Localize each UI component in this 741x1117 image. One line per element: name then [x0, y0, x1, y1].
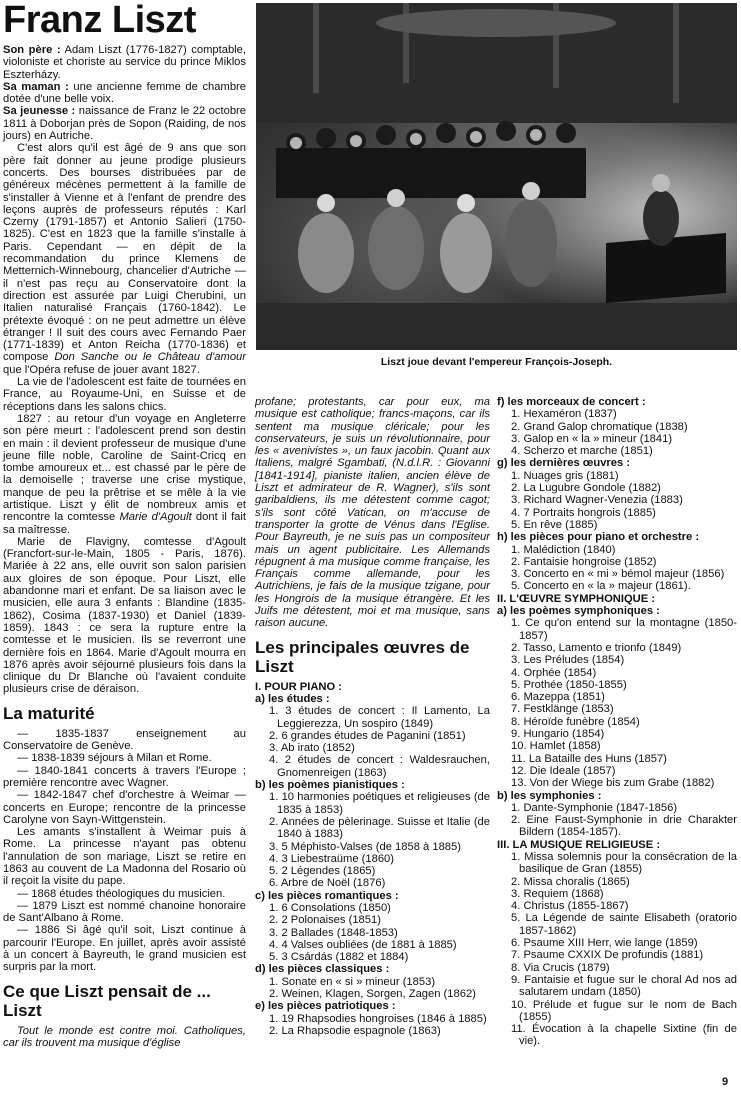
list-item: 2. La Rhapsodie espagnole (1863) — [269, 1024, 441, 1037]
dernieres-list — [497, 470, 737, 531]
mother-text: une ancienne femme de chambre dotée d'une belle voix. — [3, 80, 246, 106]
list-item: 6. Mazeppa (1851) — [511, 691, 605, 704]
photo-illustration — [256, 3, 737, 350]
bio-paragraph-4: Marie de Flavigny, comtesse d'Agoult (Francfort-sur-le-Main, 1805 - Paris, 1876). Mariée à 22 ans, elle ouvrit son salon parisien aux gloires de son époque. Pour Liszt, elle abandonne mari et enfant. De sa liaison avec le musicien, elle aura 3 enfants : Blandine (1835-1862), Cosima (1837-1930) et Daniel (1839-1859). 1843 : ce sera la rupture entre la comtesse et le musicien. Ils se reverront une dernière fois en 1864. Marie d'Agoult mourra en 1876 après avoir séjourné plusieurs fois dans la clinique du Dr Blanche où l'avaient conduite plusieurs crise de déraison. — [3, 535, 246, 696]
works-column-2 — [497, 396, 737, 1048]
maturity-item: Les amants s'installent à Weimar puis à Rome. La princesse n'ayant pas obtenu l'annulation de son mariage, Liszt se retire en 1863 au couvent de La Madonna del Rosario où il reçoit la visite du pape. — [3, 826, 246, 888]
list-item: 6. Arbre de Noël (1876) — [269, 877, 386, 890]
list-item: 2. Eine Faust-Symphonie in drie Charakter Bildern (1854-1857). — [511, 814, 737, 839]
piano-orchestra-heading: h) les pièces pour piano et orchestre : — [497, 531, 700, 544]
list-item: 5. 2 Légendes (1865) — [269, 865, 376, 878]
list-item: 10. Prélude et fugue sur le nom de Bach (1855) — [511, 998, 737, 1023]
list-item: 8. Via Crucis (1879) — [511, 961, 610, 974]
concert-heading: f) les morceaux de concert : — [497, 396, 646, 408]
biography-column — [3, 0, 246, 1049]
list-item: 3. Concerto en « mi » bémol majeur (1856) — [511, 568, 725, 581]
youth-label: Sa jeunesse : — [3, 105, 76, 118]
list-item: 6. Psaume XIII Herr, wie lange (1859) — [511, 937, 698, 950]
list-item: 2. 6 grandes études de Paganini (1851) — [269, 729, 466, 742]
classiques-list — [255, 976, 490, 1001]
father-label: Son père : — [3, 44, 61, 56]
maturity-item: — 1886 Si âgé qu'il soit, Liszt continue à parcourir l'Europe. En juillet, après avoir assisté à un concert à Bayreuth, le grand musicien est surpris par la mort. — [3, 924, 246, 974]
list-item: 9. Fantaisie et fugue sur le choral Ad nos ad salutarem undam (1850) — [511, 973, 737, 999]
list-item: 1. Missa solemnis pour la consécration de la basilique de Gran (1855) — [511, 850, 737, 876]
religious-heading: III. LA MUSIQUE RELIGIEUSE : — [497, 838, 661, 851]
list-item: 2. Fantaisie hongroise (1852) — [511, 555, 657, 568]
list-item: 1. Ce qu'on entend sur la montagne (1850-1857) — [511, 617, 737, 642]
maturity-item: — 1835-1837 enseignement au Conservatoire de Genève. — [3, 727, 246, 753]
list-item: 1. Nuages gris (1881) — [511, 469, 619, 482]
piano-heading: I. POUR PIANO : — [255, 680, 343, 693]
bio-paragraph-3: 1827 : au retour d'un voyage en Angleterre son père meurt : l'adolescent prend son destin en main : il devient professeur de musique d'une jeune fille noble, Caroline de Saint-Cricq en tombe amoureux et... est chassé par le père de la demoiselle ; traverse une crise mystique, manque de peu la prêtrise et se mêle à la vie artistique. Liszt y élit de nombreux amis et rencontre la comtesse Marie d'Agoult dont il fait sa maîtresse. — [3, 412, 246, 536]
patriotiques-heading: e) les pièces patriotiques : — [255, 1000, 396, 1013]
list-item: 4. 2 études de concert : Waldesrauchen, Gnomenreigen (1863) — [269, 754, 490, 779]
list-item: 3. Galop en « la » mineur (1841) — [511, 432, 673, 445]
list-item: 10. Hamlet (1858) — [511, 740, 601, 753]
maturity-item: — 1879 Liszt est nommé chanoine honoraire de Sant'Albano à Rome. — [3, 899, 246, 925]
poemes-symphoniques-heading: a) les poèmes symphoniques : — [497, 605, 660, 618]
poemes-symphoniques-list — [497, 617, 737, 789]
bio-paragraph-2: La vie de l'adolescent est faite de tournées en France, au Royaume-Uni, en Suisse et de réceptions dans les salons chics. — [3, 376, 246, 413]
list-item: 2. Années de pèlerinage. Suisse et Italie (de 1840 à 1883) — [269, 815, 490, 841]
symphonies-list — [497, 802, 737, 839]
list-item: 7. Psaume CXXIX De profundis (1881) — [511, 949, 704, 962]
list-item: 12. Die Ideale (1857) — [511, 764, 616, 777]
list-item: 3. 2 Ballades (1848-1853) — [269, 926, 398, 939]
thoughts-text-b: profane; protestants, car pour eux, ma musique est catholique; francs-maçons, car ils sentent ma musique cléricale; pour les conservateurs, je suis un révolutionnaire, pour les « avenivistes », un faux jacobin. Quant aux Italiens, malgré Sgambati, (N.d.l.R. : Giovanni [1841-1914], pianiste italien, ancien élève de Liszt et admirateur de R. Wagner), s'ils sont garibaldiens, ils me détestent comme cagot; s'ils sont côté Vatican, on m'accuse de transporter la grotte de Vénus dans l'Eglise. Pour Bayreuth, je ne suis pas un compositeur mais un agent publicitaire. Les Allemands répugnent à ma musique comme française, les Français comme allemande, pour les Autrichiens, je fais de la musique tzigane, pour les Hongrois de la musique étrangère. Et les Juifs me détestent, moi et ma musique, sans raison aucune. — [255, 396, 490, 630]
symphonic-heading: II. L'ŒUVRE SYMPHONIQUE : — [497, 592, 656, 605]
father-paragraph — [3, 44, 246, 81]
list-item: 7. Festklänge (1853) — [511, 703, 614, 716]
list-item: 2. 2 Polonaises (1851) — [269, 914, 381, 927]
list-item: 1. 10 harmonies poétiques et religieuses (de 1835 à 1853) — [269, 791, 490, 816]
list-item: 5. En rêve (1885) — [511, 518, 598, 531]
list-item: 2. La Lugubre Gondole (1882) — [511, 482, 661, 495]
mother-label: Sa maman : — [3, 80, 69, 93]
maturity-item: — 1868 études théologiques du musicien. — [17, 887, 226, 900]
list-item: 5. Concerto en « la » majeur (1861). — [511, 580, 691, 593]
list-item: 2. Weinen, Klagen, Sorgen, Zagen (1862) — [269, 988, 476, 1001]
page-title: Franz Liszt — [3, 0, 196, 41]
list-item: 3. Les Préludes (1854) — [511, 654, 625, 667]
list-item: 11. La Bataille des Huns (1857) — [511, 752, 667, 765]
list-item: 1. 19 Rhapsodies hongroises (1846 à 1885) — [269, 1012, 487, 1025]
list-item: 3. Richard Wagner-Venezia (1883) — [511, 494, 683, 507]
classiques-heading: d) les pièces classiques : — [255, 963, 390, 976]
father-text: Adam Liszt (1776-1827) comptable, violoniste et choriste au service du prince Miklos Eszterházy. — [3, 44, 246, 81]
poemes-heading: b) les poèmes pianistiques : — [255, 779, 405, 792]
youth-text: naissance de Franz le 22 octobre 1811 à Doborjan près de Sopon (Raiding, de nos jours) en Autriche. — [3, 105, 246, 143]
page-number: 9 — [722, 1076, 729, 1088]
list-item: 4. 4 Valses oubliées (de 1881 à 1885) — [269, 938, 457, 951]
list-item: 9. Hungario (1854) — [511, 728, 605, 741]
concert-photograph — [256, 3, 737, 350]
list-item: 5. La Légende de sainte Elisabeth (oratorio 1857-1862) — [511, 912, 737, 937]
youth-paragraph — [3, 105, 246, 142]
list-item: 1. Dante-Symphonie (1847-1856) — [511, 801, 678, 814]
list-item: 3. Requiem (1868) — [511, 887, 604, 900]
list-item: 4. 7 Portraits hongrois (1885) — [511, 506, 656, 519]
list-item: 3. Ab irato (1852) — [269, 742, 355, 755]
list-item: 2. Missa choralis (1865) — [511, 875, 630, 888]
list-item: 1. 6 Consolations (1850) — [269, 901, 391, 914]
list-item: 4. Scherzo et marche (1851) — [511, 445, 653, 458]
list-item: 8. Héroïde funèbre (1854) — [511, 715, 640, 728]
list-item: 4. Christus (1855-1867) — [511, 900, 629, 913]
list-item: 1. Hexaméron (1837) — [511, 408, 617, 421]
concert-list — [497, 408, 737, 457]
list-item: 2. Tasso, Lamento e trionfo (1849) — [511, 641, 682, 654]
list-item: 1. Sonate en « si » mineur (1853) — [269, 975, 436, 988]
list-item: 5. Prothée (1850-1855) — [511, 678, 627, 691]
symphonies-heading: b) les symphonies : — [497, 789, 602, 802]
dernieres-heading: g) les dernières œuvres : — [497, 457, 631, 470]
maturity-heading: La maturité — [3, 703, 95, 723]
list-item: 5. 3 Csárdás (1882 et 1884) — [269, 951, 409, 964]
works-column-1 — [255, 396, 490, 1037]
patriotiques-list — [255, 1013, 490, 1038]
maturity-item: — 1842-1847 chef d'orchestre à Weimar — concerts en Europe; rencontre de la princesse Carolyne von Sayn-Wittgenstein. — [3, 789, 246, 826]
list-item: 4. 3 Liebestraüme (1860) — [269, 852, 395, 865]
list-item: 1. 3 études de concert : Il Lamento, La Leggierezza, Un sospiro (1849) — [269, 705, 490, 730]
etudes-heading: a) les études : — [255, 692, 330, 705]
works-heading: Les principales œuvres de Liszt — [255, 637, 470, 676]
romantiques-list — [255, 902, 490, 963]
maturity-item: — 1840-1841 concerts à travers l'Europe ; première rencontre avec Wagner. — [3, 764, 246, 789]
list-item: 2. Grand Galop chromatique (1838) — [511, 420, 688, 433]
piano-orchestra-list — [497, 544, 737, 593]
thoughts-heading: Ce que Liszt pensait de ... Liszt — [3, 981, 211, 1020]
bio-paragraph-1: C'est alors qu'il est âgé de 9 ans que son père fait donner au jeune prodige plusieurs concerts. Des bourses distribuées par de généreux mécènes permettent à la famille de s'installer à Vienne et à l'enfant de prendre des leçons auprès de professeurs réputés : Karl Czerny (1791-1857) et Antonio Salieri (1750-1825). C'est en 1823 que la famille s'installe à Paris. Cependant — en dépit de la recommandation du prince Klemens de Metternich-Winnebourg, chancelier d'Autriche — il n'est pas reçu au Conservatoire dont la direction est assurée par Luigi Cherubini, un Italien naturalisé Français (1760-1842). Le prétexte évoqué : on ne peut admettre un élève étranger ! Il suit des cours avec Fernando Paer (1771-1839) et Anton Reicha (1770-1836) et compose Don Sanche ou le Château d'amour que l'Opéra refuse de jouer avant 1827. — [3, 142, 246, 376]
photo-caption: Liszt joue devant l'empereur François-Joseph. — [380, 356, 613, 368]
etudes-list — [255, 705, 490, 779]
maturity-item: — 1838-1839 séjours à Milan et Rome. — [17, 752, 212, 765]
list-item: 3. 5 Méphisto-Valses (de 1858 à 1885) — [269, 840, 461, 853]
religious-list — [497, 851, 737, 1048]
list-item: 11. Évocation à la chapelle Sixtine (fin de vie). — [511, 1023, 737, 1048]
poemes-list — [255, 791, 490, 889]
romantiques-heading: c) les pièces romantiques : — [255, 889, 399, 902]
list-item: 1. Malédiction (1840) — [511, 543, 616, 556]
list-item: 13. Von der Wiege bis zum Grabe (1882) — [511, 777, 715, 790]
list-item: 4. Orphée (1854) — [511, 666, 597, 679]
thoughts-text-a: Tout le monde est contre moi. Catholiques, car ils trouvent ma musique d'église — [3, 1024, 246, 1049]
mother-paragraph — [3, 81, 246, 106]
